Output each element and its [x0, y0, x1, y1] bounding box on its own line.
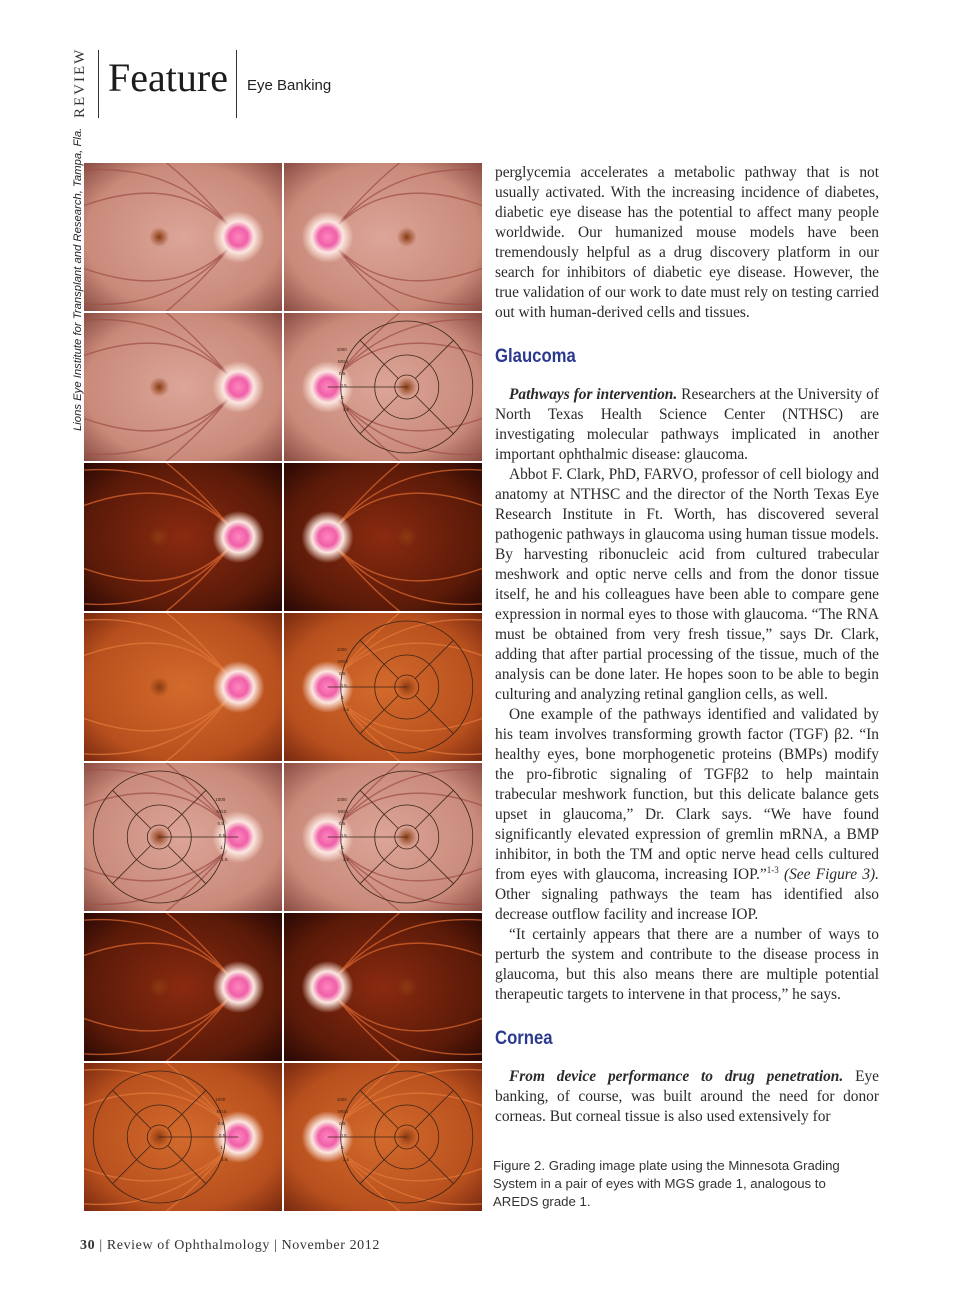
paragraph: “It certainly appears that there are a number of ways to perturb the system and contribute to the disease process in glaucoma, but this also means there are multiple potential therapeutic targets to intervene in that process,” he says. — [495, 926, 879, 1003]
fundus-photo-graphic — [84, 913, 282, 1061]
svg-text:1: 1 — [341, 395, 345, 400]
issue-date: November 2012 — [281, 1238, 380, 1253]
svg-text:1: 1 — [220, 845, 223, 850]
svg-text:1000: 1000 — [215, 1097, 226, 1102]
fundus-photo — [84, 763, 282, 911]
fundus-photo — [284, 763, 482, 911]
svg-text:MGS: MGS — [337, 809, 349, 814]
fundus-photo — [284, 313, 482, 461]
svg-text:1: 1 — [341, 845, 345, 850]
paragraph — [495, 1067, 879, 1127]
svg-text:MGS: MGS — [337, 359, 349, 364]
svg-text:0.5: 0.5 — [340, 1133, 347, 1138]
svg-text:1.5: 1.5 — [342, 1157, 350, 1162]
review-text: REVIEW — [72, 47, 88, 118]
section-label: Eye Banking — [247, 77, 332, 94]
fundus-photo-graphic — [284, 463, 482, 611]
fundus-photo-graphic — [284, 913, 482, 1061]
fundus-photo-graphic — [284, 613, 482, 761]
fundus-photo — [284, 163, 482, 311]
svg-text:1.5: 1.5 — [342, 707, 350, 712]
fundus-photo-graphic — [284, 763, 482, 911]
svg-text:MGS: MGS — [337, 1109, 349, 1114]
svg-text:0.5: 0.5 — [217, 821, 224, 826]
svg-text:0.5: 0.5 — [339, 821, 346, 826]
svg-text:0.5: 0.5 — [340, 683, 347, 688]
fundus-photo — [84, 163, 282, 311]
fundus-photo-graphic — [84, 613, 282, 761]
paragraph-text: Researchers at the University of North Texas Health Science Center (NTHSC) are investigating molecular pathways implicated in another important ophthalmic disease: glaucoma. — [495, 386, 880, 463]
fundus-photo — [84, 313, 282, 461]
fundus-photo — [284, 613, 482, 761]
svg-text:1000: 1000 — [215, 797, 226, 802]
article-column — [495, 163, 879, 1127]
svg-text:MGS: MGS — [216, 809, 227, 814]
paragraph-text: Other signaling pathways the team has identified also decrease outflow facility and increase IOP. — [495, 886, 879, 923]
journal-name: Review of Ophthalmology — [106, 1238, 270, 1253]
fundus-photo-graphic — [84, 163, 282, 311]
svg-text:1.5: 1.5 — [342, 857, 350, 862]
svg-text:0.5: 0.5 — [339, 1121, 346, 1126]
svg-text:1000: 1000 — [336, 797, 347, 802]
svg-text:0.5: 0.5 — [339, 371, 346, 376]
header-divider — [98, 50, 99, 118]
fundus-photo-graphic — [84, 1063, 282, 1211]
fundus-image-plate — [84, 163, 482, 1211]
fundus-photo-graphic — [84, 313, 282, 461]
paragraph — [495, 705, 879, 925]
fundus-photo-graphic — [84, 763, 282, 911]
svg-text:1: 1 — [341, 1145, 345, 1150]
fundus-photo — [84, 1063, 282, 1211]
header-divider — [236, 50, 237, 118]
footer-separator: | — [99, 1238, 103, 1253]
svg-text:0.5: 0.5 — [218, 1133, 226, 1138]
fundus-photo — [284, 1063, 482, 1211]
heading-glaucoma: Glaucoma — [495, 346, 576, 367]
heading-cornea: Cornea — [495, 1028, 553, 1049]
figure-reference: (See Figure 3). — [778, 866, 879, 883]
svg-text:MGS: MGS — [337, 659, 349, 664]
fundus-photo-graphic — [84, 463, 282, 611]
paragraph-text: One example of the pathways identified and validated by his team involves transforming growth factor (TGF) β2. “In healthy eyes, bone morphogenetic proteins (BMPs) modify the pro-fibrotic signaling of TGFβ2 to help maintain trabecular meshwork function, but this delicate balance gets upset in glaucoma,” Dr. Clark says. “We have found significantly elevated expression of gremlin mRNA, a BMP inhibitor, in both the TM and optic nerve head cells cultured from eyes with glaucoma, increasing IOP.” — [495, 706, 879, 883]
figure-caption: Figure 2. Grading image plate using the Minnesota Grading System in a pair of eyes with MGS grade 1, analogous to AREDS grade 1. — [493, 1158, 840, 1209]
fundus-photo — [84, 613, 282, 761]
svg-text:MGS: MGS — [216, 1109, 227, 1114]
fundus-photo — [284, 913, 482, 1061]
run-in-heading: Pathways for intervention. — [509, 386, 678, 403]
review-label — [70, 47, 94, 120]
fundus-photo-graphic — [284, 313, 482, 461]
page-number: 30 — [80, 1238, 96, 1253]
fundus-photo — [284, 463, 482, 611]
svg-text:1.5: 1.5 — [221, 1157, 228, 1162]
page-footer — [80, 1238, 380, 1254]
svg-text:1: 1 — [341, 695, 345, 700]
fundus-photo — [84, 913, 282, 1061]
svg-text:0.5: 0.5 — [340, 833, 347, 838]
svg-text:1000: 1000 — [336, 647, 347, 652]
svg-text:0.5: 0.5 — [339, 671, 346, 676]
svg-text:1: 1 — [220, 1145, 223, 1150]
run-in-heading: From device performance to drug penetration. — [509, 1068, 844, 1085]
svg-text:0.5: 0.5 — [217, 1121, 224, 1126]
svg-text:1000: 1000 — [336, 1097, 347, 1102]
fundus-photo-graphic — [284, 163, 482, 311]
footer-separator: | — [274, 1238, 278, 1253]
paragraph: Abbot F. Clark, PhD, FARVO, professor of cell biology and anatomy at NTHSC and the director of the North Texas Eye Research Institute in Ft. Worth, has discovered several pathogenic pathways in glaucoma using human tissue models. By harvesting ribonucleic acid from cultured trabecular meshwork and optic nerve cells and from the donor tissue itself, he and his colleagues have been able to compare gene expression in normal eyes to those with glaucoma. “The RNA must be obtained from very fresh tissue,” says Dr. Clark, adding that after partial processing of the tissue, much of the analysis can be done later. He hopes soon to be able to begin culturing and analyzing retinal ganglion cells, as well. — [495, 466, 879, 703]
svg-text:0.5: 0.5 — [218, 833, 226, 838]
paragraph — [495, 385, 879, 465]
fundus-photo-graphic — [284, 1063, 482, 1211]
reference-superscript: 1-3 — [766, 864, 779, 875]
photo-credit-text: Lions Eye Institute for Transplant and Research, Tampa, Fla. — [72, 127, 84, 431]
feature-title: Feature — [108, 55, 228, 100]
svg-text:1.5: 1.5 — [221, 857, 228, 862]
paragraph-text: Eye banking, of course, was built around the need for donor corneas. But corneal tissue is also used extensively for — [495, 1068, 879, 1125]
svg-text:1.5: 1.5 — [342, 407, 350, 412]
svg-text:0.5: 0.5 — [340, 383, 347, 388]
fundus-photo — [84, 463, 282, 611]
svg-text:1000: 1000 — [336, 347, 347, 352]
paragraph: perglycemia accelerates a metabolic pathway that is not usually activated. With the increasing incidence of diabetes, diabetic eye disease has the potential to affect many people worldwide. Our humanized mouse models have been tremendously helpful as a drug discovery platform in our search for inhibitors of diabetic eye disease. However, the true validation of our work to date must rely on testing carried out with human-derived cells and tissues. — [495, 164, 879, 321]
